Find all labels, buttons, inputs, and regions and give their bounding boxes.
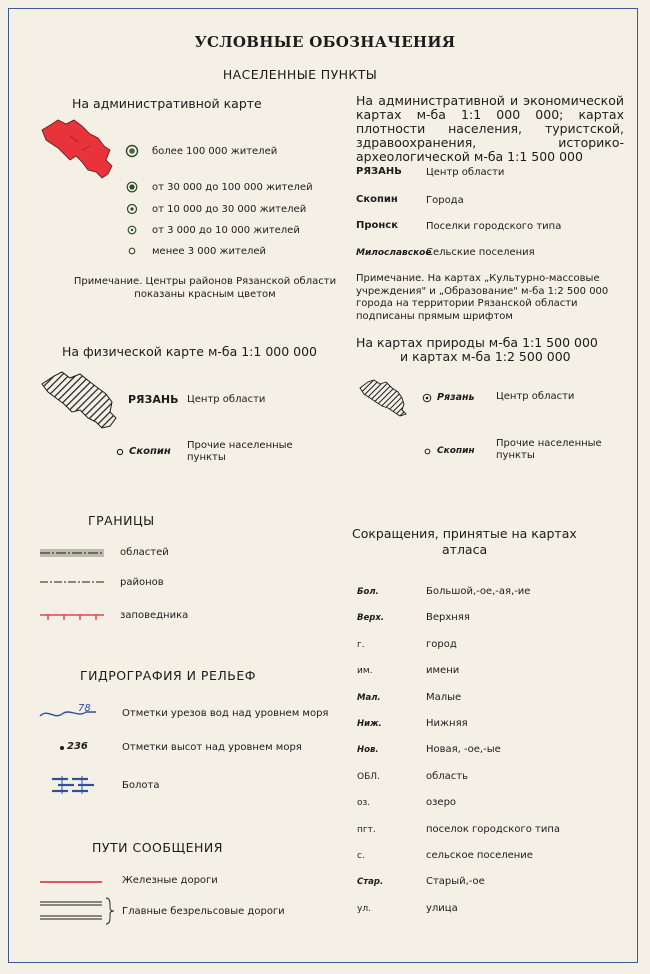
abbrev-short: ОБЛ.: [357, 772, 380, 782]
reserve-border-line-icon: [40, 608, 104, 622]
physical-map-heading: На физической карте м-ба 1:1 000 000: [62, 344, 318, 359]
nature-map-heading-2: и картах м-ба 1:2 500 000: [400, 349, 571, 364]
abbrev-short: пгт.: [357, 825, 376, 835]
admin-econ-note: Примечание. На картах „Культурно-массовые учреждения" и „Образование" м-ба 1:2 500 000 города на территории Рязанской области подписаны прямым шрифтом: [356, 273, 609, 322]
border-label-districts: районов: [120, 577, 164, 588]
hydro-heading: ГИДРОГРАФИЯ И РЕЛЬЕФ: [80, 668, 256, 683]
abbrev-short: Мал.: [357, 693, 381, 703]
abbrev-full: город: [426, 639, 457, 650]
hydro-label-height: Отметки высот над уровнем моря: [122, 742, 302, 753]
abbrev-full: Нижняя: [426, 718, 468, 729]
abbrev-heading-2: атласа: [442, 542, 488, 557]
red-region-icon: [38, 116, 118, 182]
district-border-line-icon: [40, 580, 104, 584]
legend-label-3k: от 3 000 до 10 000 жителей: [152, 225, 300, 236]
abbrev-short: г.: [357, 640, 365, 650]
abbrev-full: улица: [426, 903, 458, 914]
physical-desc-other: Прочие населенные пункты: [187, 440, 293, 463]
physical-sample-other: Скопин: [129, 446, 171, 457]
abbrev-short: Нов.: [357, 745, 379, 755]
hatched-region-icon: [40, 368, 122, 430]
settlement-circle-icon: [116, 448, 124, 456]
admin-econ-sample-rural: Милославское: [356, 248, 432, 258]
city-symbol-10k-icon: [126, 203, 138, 215]
abbrev-full: Верхняя: [426, 612, 470, 623]
legend-label-lt3k: менее 3 000 жителей: [152, 246, 267, 257]
abbrev-short: Бол.: [357, 587, 379, 597]
abbrev-full: поселок городского типа: [426, 824, 560, 835]
regional-center-icon: [422, 393, 432, 403]
abbrev-short: оз.: [357, 798, 371, 808]
abbrev-heading-1: Сокращения, принятые на картах: [352, 526, 577, 541]
abbrev-short: Верх.: [357, 613, 385, 623]
settlements-heading: НАСЕЛЕННЫЕ ПУНКТЫ: [222, 67, 378, 82]
admin-map-note: Примечание. Центры районов Рязанской области показаны красным цветом: [73, 276, 337, 300]
abbrev-full: имени: [426, 665, 460, 676]
physical-desc-center: Центр области: [187, 394, 266, 405]
physical-sample-center: РЯЗАНЬ: [128, 393, 179, 406]
admin-econ-desc-city: Города: [426, 195, 464, 206]
abbrev-full: озеро: [426, 797, 457, 808]
legend-label-10k: от 10 000 до 30 000 жителей: [152, 204, 307, 215]
abbrev-full: сельское поселение: [426, 850, 533, 861]
city-symbol-30k-icon: [126, 181, 138, 193]
admin-econ-heading: На административной и экономической картах м-ба 1:1 000 000; картах плотности населения, туристской, здравоохранения, историко-археологической м-ба 1:1 500 000: [356, 93, 624, 164]
city-symbol-100k-icon: [125, 144, 139, 158]
borders-heading: ГРАНИЦЫ: [88, 513, 155, 528]
abbrev-short: Ниж.: [357, 719, 382, 729]
admin-map-heading: На административной карте: [72, 96, 262, 111]
abbrev-full: область: [426, 771, 469, 782]
nature-desc-other: Прочие населенные пункты: [496, 438, 602, 461]
abbrev-full: Большой,-ое,-ая,-ие: [426, 586, 531, 597]
height-mark-dot: [60, 746, 64, 750]
abbrev-short: ул.: [357, 904, 371, 914]
roads-heading: ПУТИ СООБЩЕНИЯ: [92, 840, 223, 855]
page-title: УСЛОВНЫЕ ОБОЗНАЧЕНИЯ: [194, 33, 456, 51]
admin-econ-desc-urban: Поселки городского типа: [426, 221, 562, 232]
legend-label-30k: от 30 000 до 100 000 жителей: [152, 182, 313, 193]
admin-econ-desc-rural: Сельские поселения: [426, 247, 535, 258]
nature-settlement-icon: [424, 448, 431, 455]
small-hatched-region-icon: [358, 378, 410, 418]
roads-label-railway: Железные дороги: [122, 875, 218, 886]
border-label-regions: областей: [120, 547, 169, 558]
water-mark-value: 78: [78, 703, 91, 714]
swamp-icon: [50, 776, 96, 796]
height-mark-value: 236: [67, 741, 88, 752]
nature-desc-center: Центр области: [496, 391, 575, 402]
admin-econ-sample-center: РЯЗАНЬ: [356, 166, 402, 177]
abbrev-full: Новая, -ое,-ые: [426, 744, 501, 755]
city-symbol-3k-icon: [127, 225, 137, 235]
abbrev-short: им.: [357, 666, 373, 676]
abbrev-short: Стар.: [357, 877, 384, 887]
nature-sample-center: Рязань: [437, 392, 475, 403]
village-symbol-icon: [128, 247, 136, 255]
abbrev-full: Малые: [426, 692, 462, 703]
abbrev-full: Старый,-ое: [426, 876, 485, 887]
nature-map-heading-1: На картах природы м-ба 1:1 500 000: [356, 335, 598, 350]
hydro-label-swamp: Болота: [122, 780, 160, 791]
admin-econ-sample-urban: Пронск: [356, 220, 399, 231]
admin-econ-sample-city: Скопин: [356, 194, 398, 205]
border-label-reserve: заповедника: [120, 610, 189, 621]
hydro-label-water: Отметки урезов вод над уровнем моря: [122, 708, 329, 719]
abbrev-short: с.: [357, 851, 365, 861]
main-road-line-icon: [40, 896, 116, 928]
legend-label-100k: более 100 000 жителей: [152, 146, 278, 157]
admin-econ-desc-center: Центр области: [426, 167, 505, 178]
roads-label-main: Главные безрельсовые дороги: [122, 906, 285, 917]
region-border-line-icon: [40, 548, 104, 558]
nature-sample-other: Скопин: [437, 446, 475, 456]
railway-line-icon: [40, 880, 102, 884]
